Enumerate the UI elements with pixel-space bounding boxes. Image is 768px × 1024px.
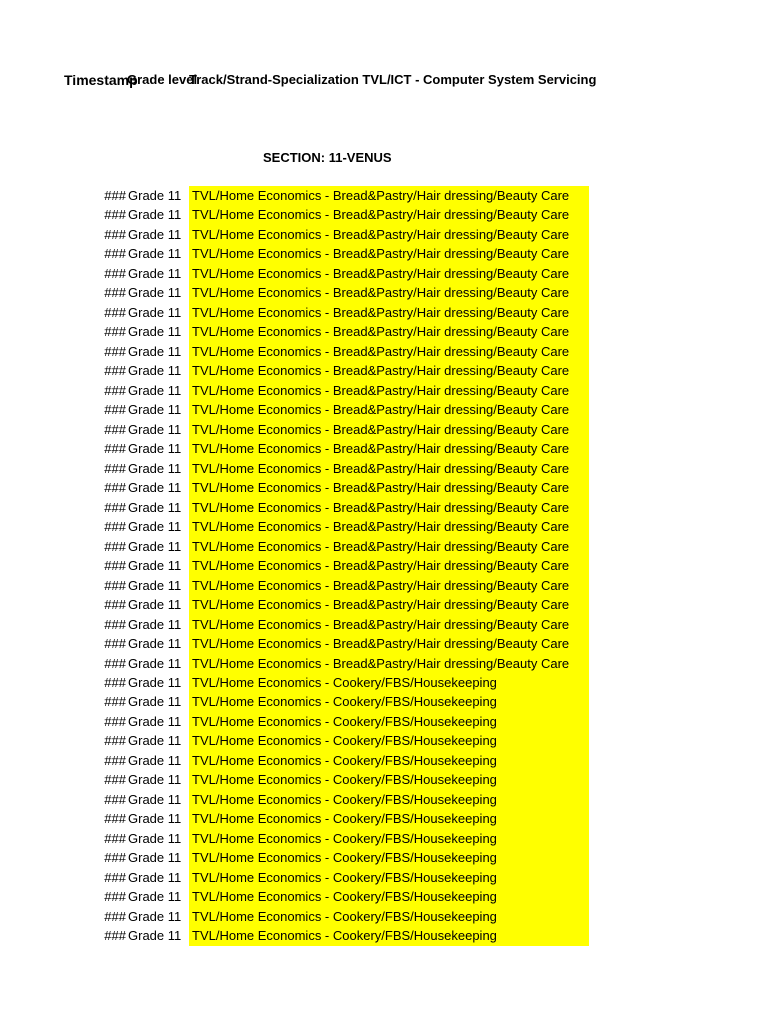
table-row [0, 498, 768, 518]
track-cell: TVL/Home Economics - Cookery/FBS/Housekeeping [189, 751, 589, 771]
table-row [0, 926, 768, 946]
timestamp-cell: ### [104, 265, 126, 281]
timestamp-cell: ### [104, 752, 126, 768]
table-row [0, 186, 768, 206]
track-cell: TVL/Home Economics - Cookery/FBS/Housekeeping [189, 868, 589, 888]
grade-cell: Grade 11 [128, 830, 182, 846]
table-row [0, 712, 768, 732]
header-row [0, 70, 768, 90]
table-row [0, 615, 768, 635]
grade-cell: Grade 11 [128, 226, 182, 242]
timestamp-cell: ### [104, 538, 126, 554]
track-cell: TVL/Home Economics - Bread&Pastry/Hair dressing/Beauty Care [189, 303, 589, 323]
track-cell: TVL/Home Economics - Cookery/FBS/Housekeeping [189, 673, 589, 693]
timestamp-cell: ### [104, 713, 126, 729]
track-cell: TVL/Home Economics - Bread&Pastry/Hair dressing/Beauty Care [189, 459, 589, 479]
timestamp-cell: ### [104, 694, 126, 710]
grade-cell: Grade 11 [128, 324, 182, 340]
grade-cell: Grade 11 [128, 811, 182, 827]
grade-cell: Grade 11 [128, 889, 182, 905]
timestamp-cell: ### [104, 382, 126, 398]
timestamp-cell: ### [104, 791, 126, 807]
grade-cell: Grade 11 [128, 188, 182, 203]
grade-cell: Grade 11 [128, 480, 182, 496]
table-row [0, 361, 768, 381]
grade-cell: Grade 11 [128, 538, 182, 554]
table-row [0, 439, 768, 459]
table-row [0, 322, 768, 342]
track-cell: TVL/Home Economics - Cookery/FBS/Housekeeping [189, 809, 589, 829]
table-row [0, 868, 768, 888]
table-row [0, 595, 768, 615]
timestamp-cell: ### [104, 363, 126, 379]
timestamp-cell: ### [104, 343, 126, 359]
track-cell: TVL/Home Economics - Cookery/FBS/Housekeeping [189, 731, 589, 751]
timestamp-cell: ### [104, 655, 126, 671]
grade-cell: Grade 11 [128, 499, 182, 515]
timestamp-cell: ### [104, 519, 126, 535]
grade-cell: Grade 11 [128, 713, 182, 729]
table-row [0, 634, 768, 654]
timestamp-cell: ### [104, 421, 126, 437]
track-cell: TVL/Home Economics - Bread&Pastry/Hair dressing/Beauty Care [189, 576, 589, 596]
grade-cell: Grade 11 [128, 908, 182, 924]
timestamp-cell: ### [104, 499, 126, 515]
table-row [0, 673, 768, 693]
timestamp-cell: ### [104, 908, 126, 924]
grade-cell: Grade 11 [128, 636, 182, 652]
header-track: Track/Strand-Specialization TVL/ICT - Computer System Servicing [189, 72, 597, 87]
timestamp-cell: ### [104, 675, 126, 690]
track-cell: TVL/Home Economics - Cookery/FBS/Housekeeping [189, 848, 589, 868]
track-cell: TVL/Home Economics - Bread&Pastry/Hair dressing/Beauty Care [189, 478, 589, 498]
section-title: SECTION: 11-VENUS [263, 150, 392, 165]
track-cell: TVL/Home Economics - Cookery/FBS/Housekeeping [189, 829, 589, 849]
track-cell: TVL/Home Economics - Bread&Pastry/Hair dressing/Beauty Care [189, 322, 589, 342]
track-cell: TVL/Home Economics - Bread&Pastry/Hair dressing/Beauty Care [189, 283, 589, 303]
track-cell: TVL/Home Economics - Bread&Pastry/Hair dressing/Beauty Care [189, 342, 589, 362]
timestamp-cell: ### [104, 577, 126, 593]
track-cell: TVL/Home Economics - Bread&Pastry/Hair dressing/Beauty Care [189, 186, 589, 206]
table-row [0, 576, 768, 596]
grade-cell: Grade 11 [128, 675, 182, 690]
table-row [0, 400, 768, 420]
timestamp-cell: ### [104, 772, 126, 788]
grade-cell: Grade 11 [128, 285, 182, 301]
table-row [0, 537, 768, 557]
timestamp-cell: ### [104, 402, 126, 418]
track-cell: TVL/Home Economics - Bread&Pastry/Hair dressing/Beauty Care [189, 517, 589, 537]
table-row [0, 420, 768, 440]
track-cell: TVL/Home Economics - Bread&Pastry/Hair dressing/Beauty Care [189, 439, 589, 459]
grade-cell: Grade 11 [128, 519, 182, 535]
grade-cell: Grade 11 [128, 343, 182, 359]
track-cell: TVL/Home Economics - Bread&Pastry/Hair dressing/Beauty Care [189, 381, 589, 401]
track-cell: TVL/Home Economics - Bread&Pastry/Hair dressing/Beauty Care [189, 361, 589, 381]
timestamp-cell: ### [104, 869, 126, 885]
timestamp-cell: ### [104, 324, 126, 340]
table-row [0, 556, 768, 576]
track-cell: TVL/Home Economics - Cookery/FBS/Housekeeping [189, 790, 589, 810]
grade-cell: Grade 11 [128, 577, 182, 593]
track-cell: TVL/Home Economics - Cookery/FBS/Housekeeping [189, 770, 589, 790]
track-cell: TVL/Home Economics - Bread&Pastry/Hair dressing/Beauty Care [189, 595, 589, 615]
table-row [0, 459, 768, 479]
table-row [0, 770, 768, 790]
timestamp-cell: ### [104, 460, 126, 476]
grade-cell: Grade 11 [128, 928, 182, 944]
grade-cell: Grade 11 [128, 597, 182, 613]
timestamp-cell: ### [104, 207, 126, 223]
track-cell: TVL/Home Economics - Bread&Pastry/Hair dressing/Beauty Care [189, 420, 589, 440]
timestamp-cell: ### [104, 616, 126, 632]
grade-cell: Grade 11 [128, 460, 182, 476]
grade-cell: Grade 11 [128, 791, 182, 807]
track-cell: TVL/Home Economics - Bread&Pastry/Hair dressing/Beauty Care [189, 615, 589, 635]
track-cell: TVL/Home Economics - Cookery/FBS/Housekeeping [189, 887, 589, 907]
timestamp-cell: ### [104, 285, 126, 301]
timestamp-cell: ### [104, 889, 126, 905]
timestamp-cell: ### [104, 811, 126, 827]
grade-cell: Grade 11 [128, 363, 182, 379]
track-cell: TVL/Home Economics - Bread&Pastry/Hair dressing/Beauty Care [189, 556, 589, 576]
grade-cell: Grade 11 [128, 850, 182, 866]
grade-cell: Grade 11 [128, 304, 182, 320]
grade-cell: Grade 11 [128, 246, 182, 262]
table-row [0, 205, 768, 225]
timestamp-cell: ### [104, 480, 126, 496]
grade-cell: Grade 11 [128, 402, 182, 418]
timestamp-cell: ### [104, 304, 126, 320]
table-row [0, 303, 768, 323]
table-row [0, 283, 768, 303]
table-row [0, 692, 768, 712]
track-cell: TVL/Home Economics - Bread&Pastry/Hair dressing/Beauty Care [189, 537, 589, 557]
table-row [0, 342, 768, 362]
header-grade-level: Grade level [127, 72, 198, 87]
grade-cell: Grade 11 [128, 558, 182, 574]
timestamp-cell: ### [104, 226, 126, 242]
grade-cell: Grade 11 [128, 694, 182, 710]
table-row [0, 907, 768, 927]
grade-cell: Grade 11 [128, 207, 182, 223]
grade-cell: Grade 11 [128, 382, 182, 398]
table-row [0, 887, 768, 907]
track-cell: TVL/Home Economics - Bread&Pastry/Hair dressing/Beauty Care [189, 400, 589, 420]
track-cell: TVL/Home Economics - Cookery/FBS/Housekeeping [189, 926, 589, 946]
track-cell: TVL/Home Economics - Bread&Pastry/Hair dressing/Beauty Care [189, 225, 589, 245]
table-row [0, 790, 768, 810]
grade-cell: Grade 11 [128, 265, 182, 281]
grade-cell: Grade 11 [128, 733, 182, 749]
timestamp-cell: ### [104, 558, 126, 574]
grade-cell: Grade 11 [128, 441, 182, 457]
table-row [0, 848, 768, 868]
grade-cell: Grade 11 [128, 772, 182, 788]
track-cell: TVL/Home Economics - Cookery/FBS/Housekeeping [189, 712, 589, 732]
track-cell: TVL/Home Economics - Cookery/FBS/Housekeeping [189, 907, 589, 927]
timestamp-cell: ### [104, 830, 126, 846]
timestamp-cell: ### [104, 441, 126, 457]
table-row [0, 478, 768, 498]
track-cell: TVL/Home Economics - Bread&Pastry/Hair dressing/Beauty Care [189, 205, 589, 225]
track-cell: TVL/Home Economics - Bread&Pastry/Hair dressing/Beauty Care [189, 264, 589, 284]
timestamp-cell: ### [104, 597, 126, 613]
track-cell: TVL/Home Economics - Bread&Pastry/Hair dressing/Beauty Care [189, 244, 589, 264]
track-cell: TVL/Home Economics - Bread&Pastry/Hair dressing/Beauty Care [189, 498, 589, 518]
timestamp-cell: ### [104, 850, 126, 866]
grade-cell: Grade 11 [128, 616, 182, 632]
grade-cell: Grade 11 [128, 869, 182, 885]
table-row [0, 517, 768, 537]
table-row [0, 829, 768, 849]
table-row [0, 381, 768, 401]
grade-cell: Grade 11 [128, 752, 182, 768]
table-row [0, 264, 768, 284]
track-cell: TVL/Home Economics - Bread&Pastry/Hair dressing/Beauty Care [189, 634, 589, 654]
track-cell: TVL/Home Economics - Bread&Pastry/Hair dressing/Beauty Care [189, 654, 589, 674]
grade-cell: Grade 11 [128, 421, 182, 437]
table-row [0, 654, 768, 674]
grade-cell: Grade 11 [128, 655, 182, 671]
track-cell: TVL/Home Economics - Cookery/FBS/Housekeeping [189, 692, 589, 712]
table-row [0, 244, 768, 264]
timestamp-cell: ### [104, 188, 126, 203]
table-row [0, 751, 768, 771]
table-row [0, 809, 768, 829]
timestamp-cell: ### [104, 928, 126, 944]
header-timestamp: Timestamp [64, 72, 138, 88]
table-row [0, 731, 768, 751]
table-row [0, 225, 768, 245]
timestamp-cell: ### [104, 733, 126, 749]
timestamp-cell: ### [104, 636, 126, 652]
timestamp-cell: ### [104, 246, 126, 262]
